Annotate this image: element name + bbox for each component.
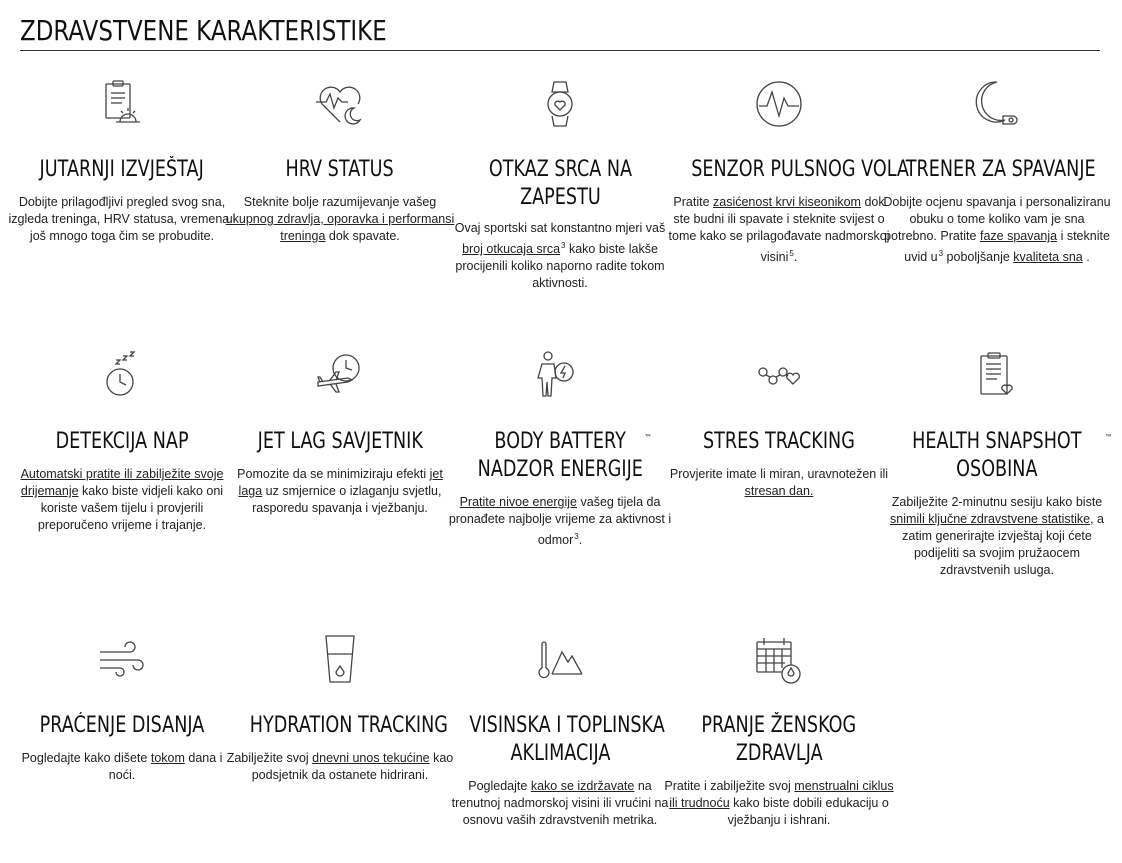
feature-title: JUTARNJI IZVJEŠTAJ <box>39 157 205 182</box>
feature-description: Automatski pratite ili zabilježite svoje drijemanje kako biste vidjeli kako oni koriste vašem tijelu i provjerili preporučeno vrijeme i trajanje. <box>20 467 224 532</box>
feature-jet-lag-advisor <box>225 350 455 517</box>
feature-title: JET LAG SAVJETNIK <box>257 429 423 454</box>
feature-title: BODY BATTERY ™ NADZOR ENERGIJE <box>477 429 653 482</box>
feature-description: Pratite i zabilježite svoj menstrualni ciklus ili trudnoću kako biste dobili edukaciju o vježbanju i ishrani. <box>664 779 894 827</box>
feature-description: Pratite nivoe energije vašeg tijela da pronađete najbolje vrijeme za aktivnost i odmor$^3$. <box>448 495 672 548</box>
feature-stress-tracking <box>664 350 894 500</box>
feature-wrist-heart-rate <box>445 78 675 292</box>
feature-description: Provjerite imate li miran, uravnotežen ili stresan dan. <box>669 467 889 498</box>
watch-heart-icon <box>530 78 590 130</box>
airplane-clock-icon <box>310 350 370 402</box>
feature-description: Zabilježite 2-minutnu sesiju kako biste snimili ključne zdravstvene statistike, a zatim generirajte izvještaj koji ćete podijeliti sa svojim pružaocem zdravstvenih usluga. <box>890 495 1104 577</box>
feature-description: Ovaj sportski sat konstantno mjeri vaš broj otkucaja srca$^3$ kako biste lakše procijenili koliko naporno radite tokom aktivnosti. <box>454 221 666 291</box>
feature-description: Pogledajte kako dišete tokom dana i noći. <box>21 751 223 782</box>
calendar-drop-icon <box>749 634 809 686</box>
feature-title: PRANJE ŽENSKOG ZDRAVLJA <box>701 713 857 766</box>
feature-health-snapshot <box>882 350 1112 579</box>
feature-link[interactable]: zasićenost krvi kiseonikom <box>713 195 861 209</box>
feature-link[interactable]: broj otkucaja srca <box>462 242 561 257</box>
page-title: ZDRAVSTVENE KARAKTERISTIKE <box>20 14 387 47</box>
feature-title: DETEKCIJA NAP <box>55 429 189 454</box>
heart-pulse-moon-icon <box>310 78 370 130</box>
feature-link[interactable]: kako se izdržavate <box>530 779 635 793</box>
feature-title: HEALTH SNAPSHOT ™ OSOBINA <box>912 429 1113 482</box>
feature-description: Pogledajte kako se izdržavate na trenutnoj nadmorskoj visini ili vrućini na osnovu vaših zdravstvenih metrika. <box>451 779 669 827</box>
feature-description: Pomozite da se minimiziraju efekti jet laga uz smjernice o izlaganju svjetlu, rasporedu spavanja i vježbanju. <box>237 467 443 515</box>
feature-title: STRES TRACKING <box>703 429 855 454</box>
feature-link[interactable]: Automatski pratite ili zabilježite svoje drijemanje <box>20 467 224 498</box>
feature-nap-detection <box>7 350 237 534</box>
feature-description: Dobijte ocjenu spavanja i personaliziranu obuku o tome koliko vam je sna potrebno. Pratite faze spavanja i steknite uvid $u^3$ poboljšanje kvaliteta sna . <box>883 195 1111 265</box>
feature-title: HRV STATUS <box>285 157 395 182</box>
water-glass-icon <box>310 634 370 686</box>
feature-link[interactable]: ukupnog zdravlja, oporavka i performansi treninga <box>225 212 455 243</box>
body-battery-icon <box>530 350 590 402</box>
feature-altitude-heat-acclimation <box>445 634 675 829</box>
feature-description: Zabilježite svoj dnevni unos tekućine kao podsjetnik da ostanete hidrirani. <box>226 751 454 782</box>
feature-link[interactable]: kvaliteta sna <box>1013 250 1083 265</box>
thermometer-mountain-icon <box>530 634 590 686</box>
feature-link[interactable]: Pratite nivoe energije <box>459 495 578 509</box>
moon-sleep-coach-icon <box>967 78 1027 130</box>
feature-link[interactable]: stresan dan. <box>744 484 814 498</box>
feature-link[interactable]: dnevni unos tekućine <box>312 751 430 765</box>
nap-clock-icon <box>92 350 152 402</box>
pulse-ox-icon <box>749 78 809 130</box>
feature-link[interactable]: jet laga <box>238 467 443 498</box>
feature-link[interactable]: menstrualni ciklus ili trudnoću <box>669 779 894 810</box>
clipboard-sunrise-icon <box>92 78 152 130</box>
wind-breath-icon <box>92 634 152 686</box>
title-divider <box>20 50 1100 51</box>
feature-description: Steknite bolje razumijevanje vašeg ukupnog zdravlja, oporavka i performansi treninga dok spavate. <box>225 195 455 243</box>
health-snapshot-icon <box>967 350 1027 402</box>
feature-title: SENZOR PULSNOG VOLA <box>691 157 909 182</box>
feature-title: PRAĆENJE DISANJA <box>39 713 205 738</box>
feature-pulse-ox <box>664 78 909 266</box>
feature-title: VISINSKA I TOPLINSKA AKLIMACIJA <box>469 713 665 766</box>
feature-link[interactable]: faze spavanja <box>979 229 1058 243</box>
feature-title: HYDRATION TRACKING <box>249 713 448 738</box>
feature-title: OTKAZ SRCA NA ZAPESTU <box>488 157 632 210</box>
feature-hrv-status <box>225 78 455 245</box>
feature-hydration <box>225 634 455 784</box>
feature-sleep-coach <box>882 78 1112 266</box>
stress-hearts-icon <box>749 350 809 402</box>
feature-title: TRENER ZA SPAVANJE <box>905 157 1096 182</box>
feature-breathing <box>7 634 237 784</box>
feature-morning-report <box>7 78 237 245</box>
feature-link[interactable]: tokom <box>150 751 185 765</box>
feature-description: Dobijte prilagođljivi pregled svog sna, izgleda treninga, HRV statusa, vremena i još mnogo toga čim se probudite. <box>8 195 236 243</box>
feature-description: Pratite zasićenost krvi kiseonikom dok ste budni ili spavate i steknite svijest o tome kako se prilagođavate nadmorskoj visini$^5$. <box>668 195 890 265</box>
feature-body-battery <box>445 350 675 549</box>
feature-womens-health <box>664 634 894 829</box>
feature-link[interactable]: snimili ključne zdravstvene statistike <box>890 512 1091 526</box>
